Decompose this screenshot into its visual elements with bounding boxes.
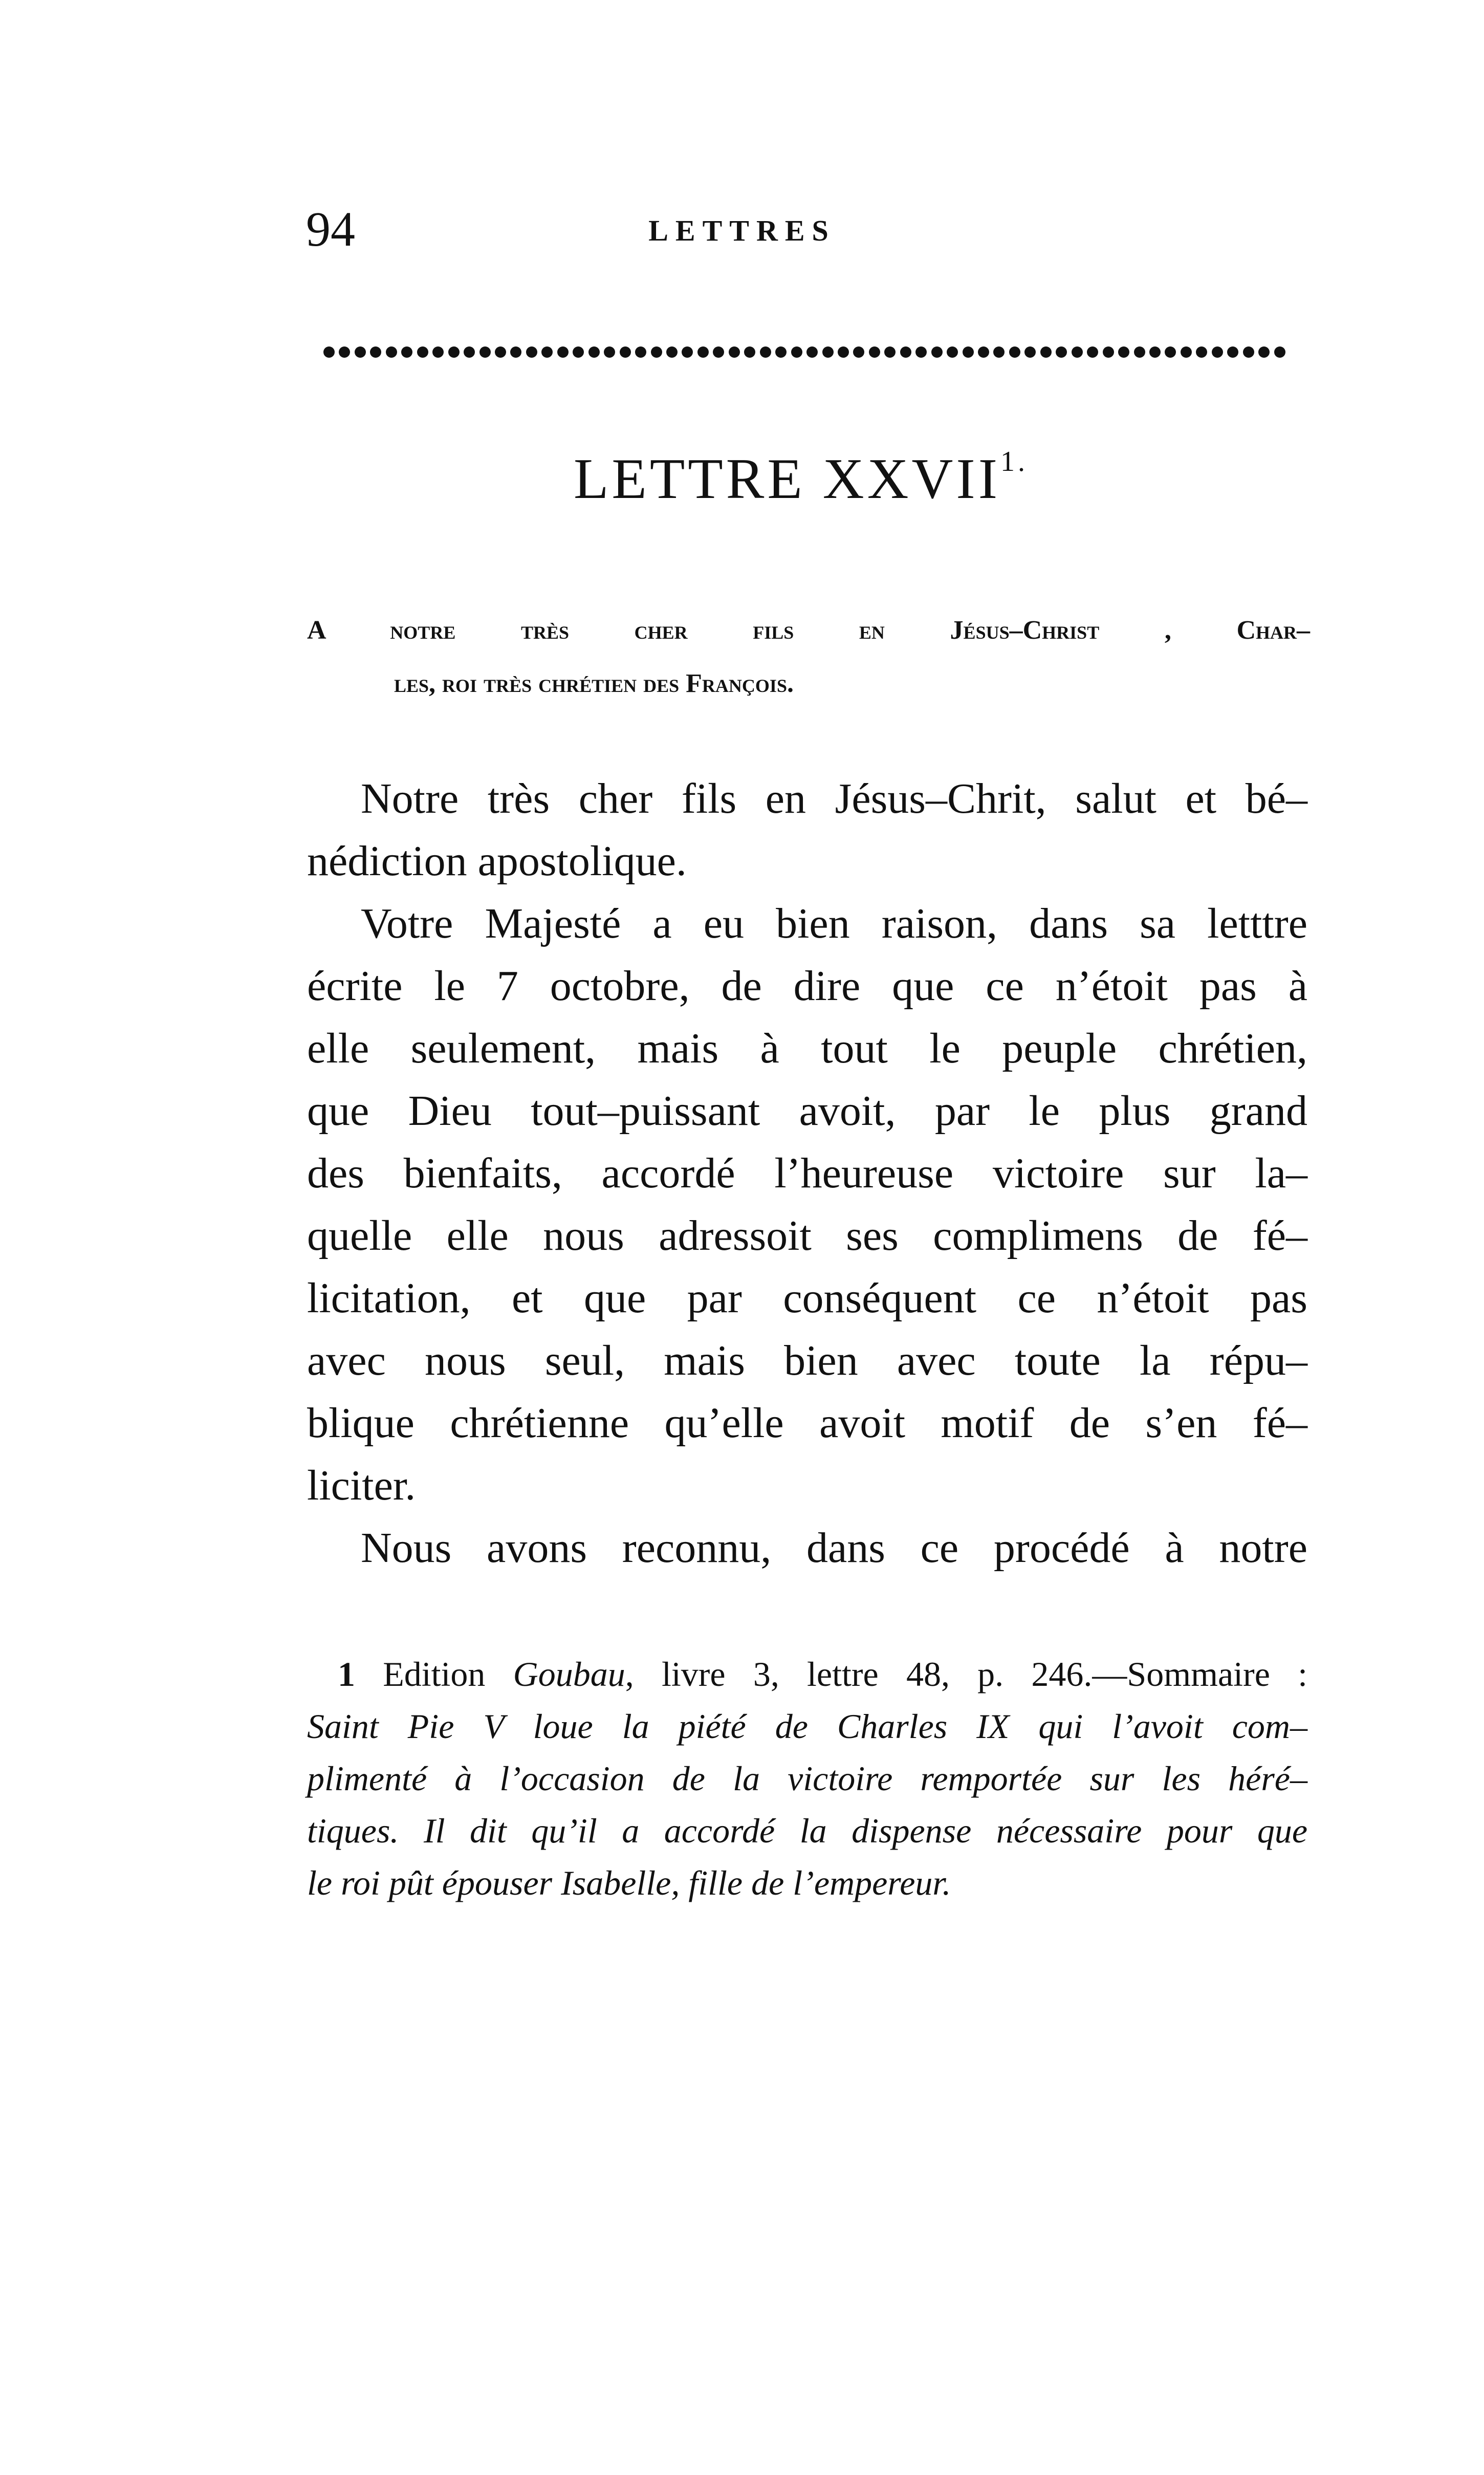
ornament-dot xyxy=(963,346,974,358)
ornament-dot xyxy=(1056,346,1067,358)
ornament-dot xyxy=(1149,346,1161,358)
footnote-number: 1 xyxy=(338,1655,355,1694)
ornament-dot xyxy=(947,346,958,358)
ornament-dot xyxy=(1072,346,1083,358)
ornament-dot xyxy=(1227,346,1238,358)
ornament-dot xyxy=(1274,346,1285,358)
ornament-dot xyxy=(401,346,412,358)
ornament-dot xyxy=(760,346,771,358)
ornament-dot xyxy=(993,346,1005,358)
ornament-dot xyxy=(432,346,444,358)
footnote-reference-mark: 1. xyxy=(1000,446,1028,477)
running-head: LETTRES xyxy=(648,214,836,247)
body-line: quelle elle nous adressoit ses complimens de fé– xyxy=(307,1212,1307,1260)
ornament-dot xyxy=(853,346,864,358)
ornament-dot xyxy=(370,346,381,358)
ornament-dot xyxy=(620,346,631,358)
ornament-dot xyxy=(479,346,491,358)
ornament-dot xyxy=(604,346,615,358)
ornament-dot xyxy=(978,346,989,358)
letter-title-text: LETTRE XXVII xyxy=(573,447,1000,511)
ornament-dot xyxy=(651,346,662,358)
ornament-dot xyxy=(323,346,335,358)
ornament-dot xyxy=(775,346,787,358)
body-line: que Dieu tout–puissant avoit, par le plus grand xyxy=(307,1087,1307,1135)
body-line: blique chrétienne qu’elle avoit motif de s’en fé– xyxy=(307,1399,1307,1447)
ornament-dot xyxy=(697,346,709,358)
ornament-dot xyxy=(339,346,350,358)
ornament-dot xyxy=(495,346,506,358)
body-line: nédiction apostolique. xyxy=(307,837,687,885)
ornament-dot xyxy=(1024,346,1036,358)
ornament-dot xyxy=(744,346,755,358)
ornament-dot xyxy=(448,346,460,358)
footnote-line: tiques. Il dit qu’il a accordé la dispense nécessaire pour que xyxy=(307,1811,1307,1850)
ornament-dot xyxy=(588,346,600,358)
ornament-dot xyxy=(557,346,569,358)
ornament-dot xyxy=(915,346,927,358)
ornament-dot xyxy=(713,346,724,358)
ornament-dot xyxy=(666,346,678,358)
ornament-dot xyxy=(464,346,475,358)
ornament-dot xyxy=(1165,346,1176,358)
ornament-dot xyxy=(1103,346,1114,358)
footnote-line: plimenté à l’occasion de la victoire remportée sur les héré– xyxy=(307,1759,1307,1798)
body-line: Nous avons reconnu, dans ce procédé à notre xyxy=(361,1524,1307,1572)
footnote xyxy=(307,1648,1307,1909)
letter-address xyxy=(307,604,1310,710)
footnote-text: , livre 3, lettre 48, p. 246.—Sommaire : xyxy=(625,1655,1307,1694)
ornament-dot xyxy=(791,346,802,358)
ornamental-rule xyxy=(323,343,1285,361)
ornament-dot xyxy=(682,346,693,358)
letter-body xyxy=(307,768,1307,1579)
ornament-dot xyxy=(1040,346,1052,358)
ornament-dot xyxy=(1212,346,1223,358)
body-line: liciter. xyxy=(307,1462,416,1509)
address-line: A notre très cher fils en Jésus–Christ , Char– xyxy=(307,616,1310,645)
ornament-dot xyxy=(541,346,553,358)
ornament-dot xyxy=(884,346,896,358)
ornament-dot xyxy=(526,346,537,358)
body-line: Notre très cher fils en Jésus–Chrit, salut et bé– xyxy=(361,775,1307,822)
ornament-dot xyxy=(1134,346,1145,358)
ornament-dot xyxy=(1087,346,1098,358)
ornament-dot xyxy=(635,346,646,358)
body-line: licitation, et que par conséquent ce n’étoit pas xyxy=(307,1274,1307,1322)
ornament-dot xyxy=(869,346,880,358)
ornament-dot xyxy=(573,346,584,358)
ornament-dot xyxy=(510,346,521,358)
ornament-dot xyxy=(729,346,740,358)
ornament-dot xyxy=(1258,346,1270,358)
body-line: écrite le 7 octobre, de dire que ce n’étoit pas à xyxy=(307,962,1307,1010)
footnote-line: le roi pût épouser Isabelle, fille de l’empereur. xyxy=(307,1863,951,1902)
ornament-dot xyxy=(900,346,911,358)
body-line: Votre Majesté a eu bien raison, dans sa letttre xyxy=(361,900,1307,947)
address-line: les, roi très chrétien des François. xyxy=(394,669,794,698)
ornament-dot xyxy=(417,346,428,358)
ornament-dot xyxy=(1196,346,1207,358)
body-line: des bienfaits, accordé l’heureuse victoire sur la– xyxy=(307,1149,1307,1197)
ornament-dot xyxy=(386,346,397,358)
footnote-text: Goubau xyxy=(513,1655,625,1694)
footnote-line: Saint Pie V loue la piété de Charles IX qui l’avoit com– xyxy=(307,1707,1307,1746)
ornament-dot xyxy=(1009,346,1020,358)
ornament-dot xyxy=(355,346,366,358)
letter-title xyxy=(0,446,1484,511)
ornament-dot xyxy=(838,346,849,358)
ornament-dot xyxy=(1181,346,1192,358)
ornament-dot xyxy=(931,346,943,358)
body-line: avec nous seul, mais bien avec toute la répu– xyxy=(307,1337,1307,1384)
footnote-text: Edition xyxy=(383,1655,513,1694)
ornament-dot xyxy=(1118,346,1129,358)
page-number: 94 xyxy=(306,202,355,256)
ornament-dot xyxy=(1243,346,1254,358)
ornament-dot xyxy=(822,346,834,358)
body-line: elle seulement, mais à tout le peuple chrétien, xyxy=(307,1025,1307,1072)
ornament-dot xyxy=(806,346,818,358)
footnote-line xyxy=(307,1648,1307,1700)
